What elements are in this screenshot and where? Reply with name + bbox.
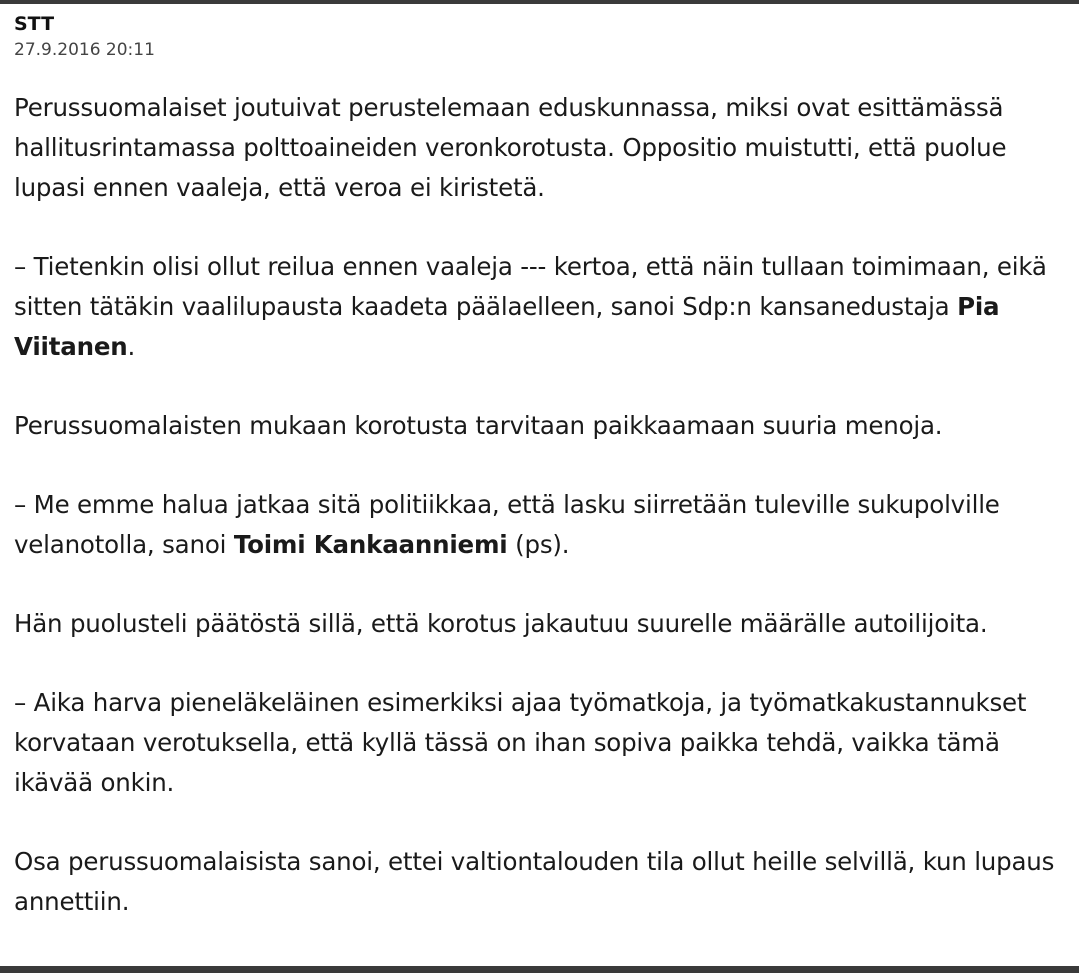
person-name: Toimi Kankaanniemi xyxy=(233,530,508,559)
quote-text-end: . xyxy=(127,332,136,361)
article-paragraph-quote: – Aika harva pieneläkeläinen esimerkiksi ajaa työmatkoja, ja työmatkakustannukset korvataan verotuksella, että kyllä tässä on ihan sopiva paikka tehdä, vaikka tämä ikävää onkin. xyxy=(14,688,1027,797)
quote-text: – Tietenkin olisi ollut reilua ennen vaaleja --- kertoa, että näin tullaan toimimaan, eikä sitten tätäkin vaalilupausta kaadeta päälaelleen, sanoi Sdp:n kansanedustaja xyxy=(14,252,1047,321)
bottom-edge xyxy=(0,966,1079,973)
article-card xyxy=(0,4,1079,966)
article-paragraph: Hän puolusteli päätöstä sillä, että korotus jakautuu suurelle määrälle autoilijoita. xyxy=(14,609,988,638)
quote-text: – Me emme halua jatkaa sitä politiikkaa, että lasku siirretään tuleville sukupolville velanotolla, sanoi xyxy=(14,490,1000,559)
quote-text-end: (ps). xyxy=(507,530,570,559)
article-timestamp: 27.9.2016 20:11 xyxy=(14,40,155,60)
article-source: STT xyxy=(14,13,55,35)
article-paragraph-quote xyxy=(14,485,1065,565)
article-paragraph: Perussuomalaiset joutuivat perustelemaan eduskunnassa, miksi ovat esittämässä hallitusrintamassa polttoaineiden veronkorotusta. Oppositio muistutti, että puolue lupasi ennen vaaleja, että veroa ei kiristetä. xyxy=(14,93,1007,202)
article-paragraph: Osa perussuomalaisista sanoi, ettei valtiontalouden tila ollut heille selvillä, kun lupaus annettiin. xyxy=(14,847,1055,916)
article-body xyxy=(14,88,1065,922)
article-paragraph-quote xyxy=(14,247,1065,367)
person-name: Pia Viitanen xyxy=(14,292,1000,361)
article-paragraph: Perussuomalaisten mukaan korotusta tarvitaan paikkaamaan suuria menoja. xyxy=(14,411,943,440)
